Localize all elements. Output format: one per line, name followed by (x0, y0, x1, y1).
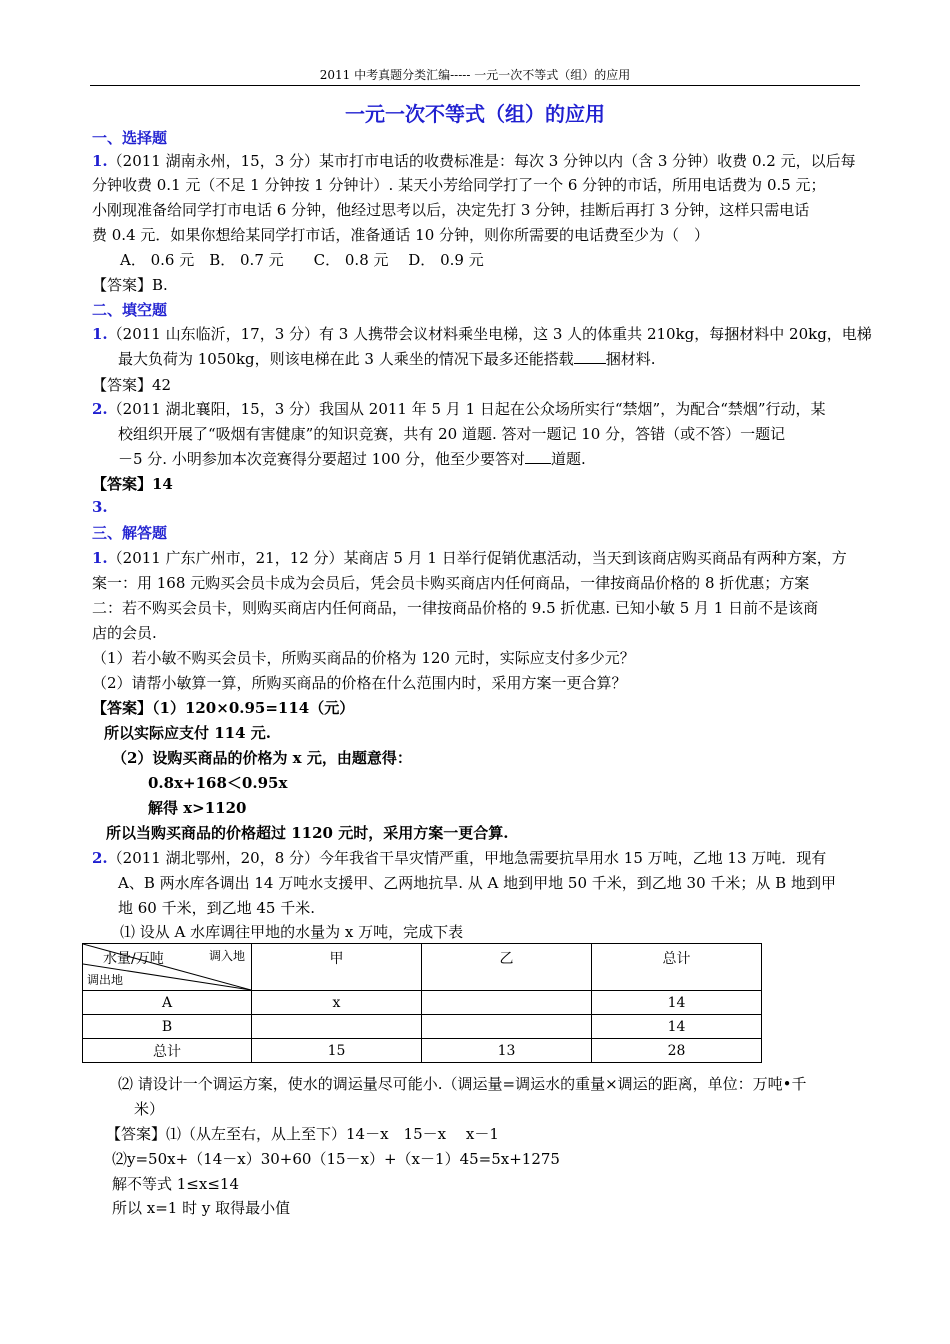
table-cell (422, 1015, 592, 1039)
column-header: 乙 (422, 944, 592, 991)
a2-part-2-line-2: 米） (134, 1100, 165, 1118)
a1-part-2: （2）请帮小敏算一算，所购买商品的价格在什么范围内时，采用方案一更合算？ (92, 674, 627, 692)
table-cell: 28 (592, 1039, 762, 1063)
q1-line-2: 分钟收费 0.1 元（不足 1 分钟按 1 分钟计）. 某天小芳给同学打了一个 6 分钟的市话，所用电话费为 0.5 元； (92, 176, 826, 194)
f1-line-1 (92, 323, 872, 344)
a2-line-3: 地 60 千米，到乙地 45 千米. (118, 899, 316, 917)
diagonal-header-cell (83, 944, 252, 991)
table-cell: 总计 (83, 1039, 252, 1063)
table-cell (252, 1015, 422, 1039)
section-heading-fill: 二、填空题 (92, 301, 168, 319)
a2-answer-4: 所以 x=1 时 y 取得最小值 (112, 1199, 291, 1217)
running-header: 2011 中考真题分类汇编----- 一元一次不等式（组）的应用 (319, 68, 631, 82)
question-number: 2. (92, 849, 108, 867)
column-header: 甲 (252, 944, 422, 991)
table-row (83, 1039, 762, 1063)
section-heading-choice: 一、选择题 (92, 129, 168, 147)
a1-line-4: 店的会员. (92, 624, 157, 642)
page-title: 一元一次不等式（组）的应用 (345, 102, 605, 126)
question-number: 1. (92, 152, 108, 170)
f1-line-2 (118, 348, 656, 369)
a1-line-2: 案一：用 168 元购买会员卡成为会员后，凭会员卡购买商店内任何商品，一律按商品价格的 8 折优惠；方案 (92, 574, 810, 592)
question-number: 1. (92, 549, 108, 567)
answer-blank (525, 449, 551, 464)
a2-line-1 (92, 847, 826, 868)
a1-line-1 (92, 547, 847, 568)
table-cell: 13 (422, 1039, 592, 1063)
a1-answer-4: 0.8x+168＜0.95x (148, 774, 288, 792)
f2-text-3b: 道题. (551, 450, 586, 468)
a1-answer-1: 【答案】（1）120×0.95=114（元） (92, 699, 355, 717)
a1-part-1: （1）若小敏不购买会员卡，所购买商品的价格为 120 元时，实际应支付多少元？ (92, 649, 635, 667)
a1-answer-3: （2）设购买商品的价格为 x 元，由题意得： (112, 749, 412, 767)
diag-main-label: 水量/万吨 (103, 951, 164, 967)
table-cell: 15 (252, 1039, 422, 1063)
a2-answer-3: 解不等式 1≤x≤14 (112, 1175, 239, 1193)
q1-text-1: （2011 湖南永州，15，3 分）某市打市电话的收费标准是：每次 3 分钟以内（含 3 分钟）收费 0.2 元，以后每 (107, 152, 856, 170)
table-cell: x (252, 991, 422, 1015)
a1-line-3: 二：若不购买会员卡，则购买商店内任何商品，一律按商品价格的 9.5 折优惠. 已知小敏 5 月 1 日前不是该商 (92, 599, 819, 617)
f3-number: 3. (92, 498, 108, 516)
column-header: 总计 (592, 944, 762, 991)
f1-answer: 【答案】42 (92, 376, 172, 394)
a2-answer-2: ⑵y=50x+（14－x）30+60（15－x）+（x－1）45=5x+1275 (112, 1150, 560, 1168)
a2-text-1: （2011 湖北鄂州，20，8 分）今年我省干旱灾情严重，甲地急需要抗旱用水 15 万吨，乙地 13 万吨．现有 (107, 849, 827, 867)
f2-answer: 【答案】14 (92, 475, 173, 493)
table-cell: B (83, 1015, 252, 1039)
f1-text-2b: 捆材料. (605, 350, 656, 368)
a2-line-2: A、B 两水库各调出 14 万吨水支援甲、乙两地抗旱. 从 A 地到甲地 50 千米，到乙地 30 千米；从 B 地到甲 (118, 874, 836, 892)
section-heading-solve: 三、解答题 (92, 524, 168, 542)
a1-answer-5: 解得 x>1120 (148, 799, 247, 817)
a1-answer-2: 所以实际应支付 114 元. (104, 724, 271, 742)
answer-blank (574, 349, 606, 364)
a2-part-1: ⑴ 设从 A 水库调往甲地的水量为 x 万吨，完成下表 (120, 923, 464, 941)
q1-line-4: 费 0.4 元．如果你想给某同学打市话，准备通话 10 分钟，则你所需要的电话费至少为（ ） (92, 226, 710, 244)
water-allocation-table (82, 943, 762, 1063)
header-rule (90, 85, 860, 86)
a2-part-2-line-1: ⑵ 请设计一个调运方案，使水的调运量尽可能小.（调运量=调运水的重量×调运的距离，单位：万吨•千 (118, 1075, 807, 1093)
diag-in-label: 调入地 (208, 949, 245, 963)
f2-line-2: 校组织开展了“吸烟有害健康”的知识竞赛，共有 20 道题. 答对一题记 10 分，答错（或不答）一题记 (118, 425, 786, 443)
q1-line-3: 小刚现准备给同学打市电话 6 分钟，他经过思考以后，决定先打 3 分钟，挂断后再打 3 分钟，这样只需电话 (92, 201, 810, 219)
table-cell: 14 (592, 991, 762, 1015)
a1-answer-6: 所以当购买商品的价格超过 1120 元时，采用方案一更合算. (106, 824, 509, 842)
a2-answer-1: 【答案】⑴（从左至右，从上至下）14－x 15－x x－1 (106, 1125, 499, 1143)
question-number: 1. (92, 325, 108, 343)
q1-line-1 (92, 150, 856, 171)
table-cell: 14 (592, 1015, 762, 1039)
question-number: 2. (92, 400, 108, 418)
table-header-row (83, 944, 762, 991)
table-cell (422, 991, 592, 1015)
f2-line-1 (92, 398, 826, 419)
f2-text-1: （2011 湖北襄阳，15，3 分）我国从 2011 年 5 月 1 日起在公众场所实行“禁烟”，为配合“禁烟”行动，某 (107, 400, 826, 418)
table-row (83, 1015, 762, 1039)
f1-text-1: （2011 山东临沂，17，3 分）有 3 人携带会议材料乘坐电梯，这 3 人的体重共 210kg，每捆材料中 20kg，电梯 (107, 325, 872, 343)
f1-text-2a: 最大负荷为 1050kg，则该电梯在此 3 人乘坐的情况下最多还能搭载 (118, 350, 574, 368)
diag-out-label: 调出地 (87, 973, 124, 987)
f2-line-3 (118, 448, 586, 469)
a1-text-1: （2011 广东广州市，21，12 分）某商店 5 月 1 日举行促销优惠活动，当天到该商店购买商品有两种方案，方 (107, 549, 847, 567)
f2-text-3a: －5 分. 小明参加本次竞赛得分要超过 100 分，他至少要答对 (118, 450, 526, 468)
q1-options: A． 0.6 元 B． 0.7 元 C． 0.8 元 D． 0.9 元 (120, 251, 484, 269)
table-cell: A (83, 991, 252, 1015)
q1-answer: 【答案】B. (92, 276, 168, 294)
table-row (83, 991, 762, 1015)
